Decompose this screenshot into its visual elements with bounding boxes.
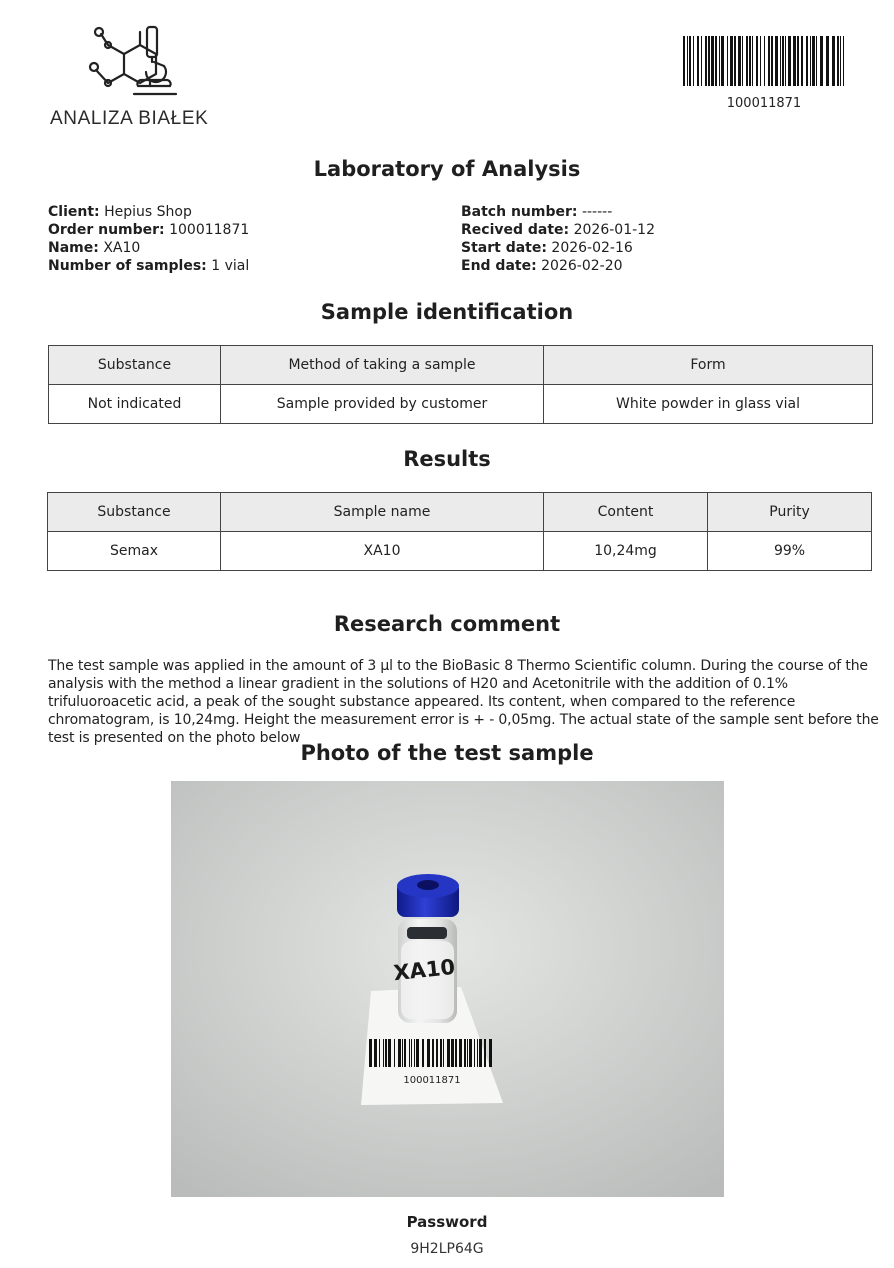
order-label: Order number: xyxy=(48,222,165,238)
barcode-bar xyxy=(440,1039,442,1067)
cell-content: 10,24mg xyxy=(544,532,708,571)
batch-row xyxy=(461,203,655,221)
barcode-bar xyxy=(840,36,841,86)
start-label: Start date: xyxy=(461,240,547,256)
barcode-bar xyxy=(843,36,844,86)
barcode-bar xyxy=(820,36,823,86)
barcode-bar xyxy=(477,1039,478,1067)
barcode-bar xyxy=(432,1039,434,1067)
barcode-bar xyxy=(404,1039,406,1067)
barcode-bar xyxy=(793,36,796,86)
barcode-bar xyxy=(455,1039,457,1067)
password-label: Password xyxy=(406,1213,488,1231)
barcode-bar xyxy=(734,36,736,86)
barcode-bar xyxy=(388,1039,391,1067)
barcode-bar xyxy=(484,1039,486,1067)
samples-row xyxy=(48,257,249,275)
barcode-bar xyxy=(414,1039,415,1067)
cell-method: Sample provided by customer xyxy=(221,385,544,424)
header-purity: Purity xyxy=(708,493,872,532)
brand-name: ANALIZA BIAŁEK xyxy=(50,108,209,129)
barcode-bar xyxy=(738,36,741,86)
barcode-bar xyxy=(806,36,808,86)
table-row xyxy=(48,532,872,571)
received-value: 2026-01-12 xyxy=(573,222,655,238)
cell-sample-name: XA10 xyxy=(221,532,544,571)
barcode-bar xyxy=(411,1039,412,1067)
end-label: End date: xyxy=(461,258,537,274)
start-row xyxy=(461,239,655,257)
barcode-bar xyxy=(447,1039,450,1067)
barcode-bar xyxy=(489,1039,492,1067)
barcode-bar xyxy=(683,36,685,86)
received-row xyxy=(461,221,655,239)
end-value: 2026-02-20 xyxy=(541,258,623,274)
barcode-bar xyxy=(474,1039,475,1067)
barcode-bar xyxy=(479,1039,482,1067)
name-value: XA10 xyxy=(103,240,141,256)
barcode-bar xyxy=(443,1039,444,1067)
barcode-bar xyxy=(385,1039,387,1067)
vial-photo-illustration xyxy=(171,781,724,1197)
sample-identification-table xyxy=(48,345,873,424)
client-label: Client: xyxy=(48,204,100,220)
barcode-bar xyxy=(697,36,699,86)
photo-title: Photo of the test sample xyxy=(300,741,594,765)
header-content: Content xyxy=(544,493,708,532)
barcode-bar xyxy=(719,36,720,86)
barcode-bar xyxy=(760,36,761,86)
barcode-bar xyxy=(422,1039,424,1067)
barcode-bar xyxy=(402,1039,403,1067)
results-table xyxy=(47,492,872,571)
client-row xyxy=(48,203,249,221)
page-title: Laboratory of Analysis xyxy=(313,157,581,181)
cell-purity: 99% xyxy=(708,532,872,571)
cell-form: White powder in glass vial xyxy=(544,385,873,424)
cell-substance: Semax xyxy=(48,532,221,571)
barcode-bar xyxy=(687,36,688,86)
sample-photo xyxy=(171,781,724,1197)
received-label: Recived date: xyxy=(461,222,570,238)
barcode-bar xyxy=(742,36,743,86)
barcode-bar xyxy=(771,36,773,86)
research-comment-text: The test sample was applied in the amount of 3 µl to the BioBasic 8 Thermo Scientific column. During the course of the analysis with the method a linear gradient in the solutions of H20 and Acetonitrile with the addition of 0.1% trifuluoroacetic acid, a peak of the sought substance appeared. Its content, when compared to the reference chromatogram, is 10,24mg. Height the measurement error is + - 0,05mg. The actual state of the sample sent before the test is presented on the photo below xyxy=(48,658,879,746)
molecule-microscope-icon xyxy=(84,24,224,106)
barcode-bar xyxy=(782,36,784,86)
table-row xyxy=(49,385,873,424)
order-row xyxy=(48,221,249,239)
info-left xyxy=(48,203,249,275)
barcode-bar xyxy=(797,36,799,86)
end-row xyxy=(461,257,655,275)
barcode-bar xyxy=(785,36,786,86)
barcode-bar xyxy=(459,1039,462,1067)
sample-identification-title: Sample identification xyxy=(320,300,574,324)
info-right xyxy=(461,203,655,275)
barcode-bar xyxy=(832,36,835,86)
barcode-bar xyxy=(711,36,714,86)
barcode-bar xyxy=(398,1039,401,1067)
samples-label: Number of samples: xyxy=(48,258,207,274)
order-value: 100011871 xyxy=(169,222,250,238)
barcode-bar xyxy=(383,1039,384,1067)
barcode-bar xyxy=(467,1039,468,1067)
password-value: 9H2LP64G xyxy=(410,1241,484,1257)
barcode-bar xyxy=(764,36,765,86)
header-substance: Substance xyxy=(49,346,221,385)
barcode-bar xyxy=(409,1039,410,1067)
results-title: Results xyxy=(403,447,491,471)
barcode-bar xyxy=(469,1039,472,1067)
barcode-bar xyxy=(780,36,781,86)
barcode-bar xyxy=(394,1039,395,1067)
header-sample-name: Sample name xyxy=(221,493,544,532)
barcode-bar xyxy=(730,36,733,86)
barcode-bar xyxy=(693,36,694,86)
cell-substance: Not indicated xyxy=(49,385,221,424)
barcode-bar xyxy=(369,1039,372,1067)
barcode-bar xyxy=(746,36,748,86)
barcode-bar xyxy=(427,1039,430,1067)
barcode-bar xyxy=(701,36,702,86)
barcode-bar xyxy=(379,1039,380,1067)
barcode-bar xyxy=(464,1039,466,1067)
barcode-bar xyxy=(374,1039,377,1067)
name-label: Name: xyxy=(48,240,99,256)
barcode-bar xyxy=(768,36,770,86)
barcode-bar xyxy=(727,36,728,86)
vial-label: XA10 xyxy=(392,954,457,986)
barcode-bar xyxy=(708,36,710,86)
batch-value: ------ xyxy=(581,204,613,220)
research-comment-title: Research comment xyxy=(333,612,561,636)
barcode-bar xyxy=(801,36,803,86)
samples-value: 1 vial xyxy=(211,258,250,274)
barcode-bar xyxy=(451,1039,454,1067)
barcode-bar xyxy=(721,36,724,86)
barcode-bar xyxy=(436,1039,438,1067)
table-header-row xyxy=(49,346,873,385)
start-value: 2026-02-16 xyxy=(551,240,633,256)
barcode-bar xyxy=(812,36,815,86)
brand-logo xyxy=(40,22,240,132)
barcode-image xyxy=(683,36,845,86)
barcode-bar xyxy=(756,36,758,86)
barcode-bar xyxy=(752,36,753,86)
barcode-bar xyxy=(705,36,707,86)
name-row xyxy=(48,239,249,257)
header-substance: Substance xyxy=(48,493,221,532)
table-header-row xyxy=(48,493,872,532)
photo-barcode-number: 100011871 xyxy=(403,1075,461,1086)
header-form: Form xyxy=(544,346,873,385)
barcode-bar xyxy=(826,36,829,86)
barcode-bar xyxy=(816,36,817,86)
batch-label: Batch number: xyxy=(461,204,578,220)
barcode-bar xyxy=(715,36,717,86)
barcode-bar xyxy=(416,1039,419,1067)
barcode-bar xyxy=(810,36,811,86)
header-method: Method of taking a sample xyxy=(221,346,544,385)
client-value: Hepius Shop xyxy=(104,204,192,220)
barcode-bar xyxy=(788,36,791,86)
barcode-bar xyxy=(689,36,691,86)
barcode-number: 100011871 xyxy=(726,96,802,111)
barcode-bar xyxy=(775,36,778,86)
barcode-bar xyxy=(749,36,751,86)
barcode-bar xyxy=(837,36,839,86)
